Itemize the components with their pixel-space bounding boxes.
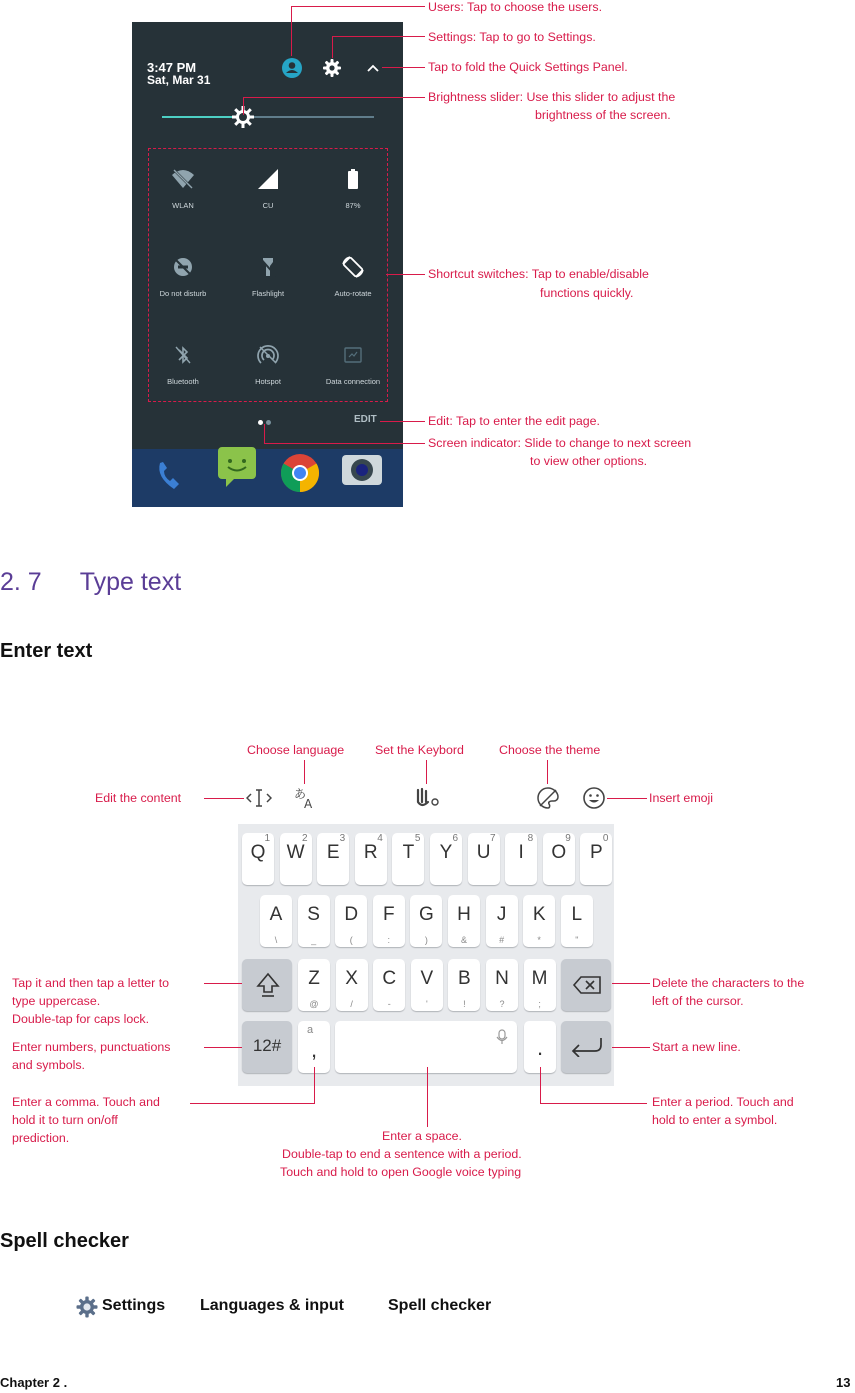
key-symbol-hint: )	[424, 935, 428, 945]
key-letter: N	[495, 968, 509, 989]
shift-annotation-2: type uppercase.	[12, 994, 101, 1008]
screen-indicator-dot-active[interactable]	[258, 420, 263, 425]
key-letter: B	[458, 968, 471, 989]
key-d[interactable]	[335, 895, 367, 947]
signal-icon	[255, 166, 281, 192]
tile-label: 87%	[345, 201, 361, 210]
tile-auto-rotate[interactable]	[308, 254, 398, 304]
key-b[interactable]	[448, 959, 480, 1011]
key-symbol-hint: /	[350, 999, 353, 1009]
users-connector	[291, 6, 292, 56]
period-connector-v	[540, 1067, 541, 1104]
key-a[interactable]	[260, 895, 292, 947]
numbers-key[interactable]: 12#	[242, 1021, 292, 1073]
key-letter: O	[551, 842, 567, 863]
numbers-connector	[204, 1047, 242, 1048]
shift-annotation: Tap it and then tap a letter to	[12, 976, 170, 990]
tile-label: CU	[262, 201, 274, 210]
key-number-hint: 1	[264, 833, 270, 844]
tile-label: Bluetooth	[167, 377, 199, 386]
key-letter: C	[382, 968, 397, 989]
key-letter: A	[269, 904, 283, 925]
keyboard	[238, 824, 614, 1086]
delete-annotation: Delete the characters to the	[652, 976, 805, 990]
key-number-hint: 0	[602, 833, 609, 844]
numbers-annotation: Enter numbers, punctuations	[12, 1040, 171, 1054]
key-t[interactable]	[392, 833, 424, 885]
key-y[interactable]	[430, 833, 462, 885]
fold-connector	[382, 67, 425, 68]
key-letter: U	[476, 842, 491, 863]
users-icon[interactable]	[281, 57, 303, 79]
key-symbol-hint: &	[460, 935, 467, 945]
footer-chapter: Chapter 2 .	[0, 1375, 68, 1390]
users-annotation: Users: Tap to choose the users.	[428, 0, 603, 14]
fold-annotation: Tap to fold the Quick Settings Panel.	[428, 60, 628, 74]
settings-connector-h	[332, 36, 425, 37]
breadcrumb-languages-input: Languages & input	[200, 1297, 344, 1314]
breadcrumb-settings: Settings	[102, 1297, 166, 1314]
delete-annotation-2: left of the cursor.	[652, 994, 744, 1008]
space-annotation-3: Touch and hold to open Google voice typing	[280, 1165, 522, 1179]
key-symbol-hint: (	[349, 935, 353, 945]
key-letter: P	[590, 842, 603, 863]
footer-page-number: 13	[836, 1375, 851, 1390]
comma-connector-h	[190, 1103, 314, 1104]
flashlight-icon	[255, 254, 281, 280]
brightness-annotation: Brightness slider: Use this slider to adjust the	[428, 90, 676, 104]
users-connector-h	[291, 6, 425, 7]
shortcut-connector	[386, 274, 425, 275]
spell-checker-heading: Spell checker	[0, 1230, 129, 1252]
newline-annotation: Start a new line.	[652, 1040, 741, 1054]
tile-label: Hotspot	[255, 377, 281, 386]
insert-emoji-annotation: Insert emoji	[649, 791, 714, 805]
tile-do-not-disturb[interactable]	[138, 254, 228, 304]
do-not-disturb-icon	[170, 254, 196, 280]
auto-rotate-icon	[340, 254, 366, 280]
space-annotation-2: Double-tap to end a sentence with a period.	[282, 1147, 522, 1161]
comma-key[interactable]: a ,	[298, 1021, 330, 1073]
key-letter: J	[496, 904, 507, 925]
key-letter: H	[457, 904, 471, 925]
comma-prediction-hint: a	[307, 1024, 314, 1036]
key-letter: T	[402, 842, 415, 863]
key-number-hint: 3	[339, 833, 346, 844]
key-symbol-hint: !	[463, 999, 466, 1009]
status-time: 3:47 PM	[147, 60, 197, 75]
hotspot-icon	[255, 342, 281, 368]
space-key[interactable]	[335, 1021, 517, 1073]
tile-label: Auto-rotate	[334, 289, 372, 298]
period-annotation: Enter a period. Touch and	[652, 1095, 794, 1109]
svg-text:あ: あ	[294, 787, 307, 801]
tile-label: Flashlight	[251, 289, 285, 298]
screen-indicator-dot[interactable]	[266, 420, 271, 425]
key-x[interactable]	[336, 959, 368, 1011]
quick-settings-screenshot	[132, 22, 403, 507]
key-symbol-hint: \	[274, 935, 278, 945]
text-cursor-icon[interactable]	[246, 787, 272, 809]
svg-text:A: A	[304, 797, 313, 810]
language-connector	[304, 760, 305, 784]
shift-connector	[204, 983, 242, 984]
key-symbol-hint: :	[387, 935, 391, 945]
brightness-slider-fill	[162, 116, 243, 118]
key-j[interactable]	[486, 895, 518, 947]
tile-data-connection[interactable]	[308, 342, 398, 392]
key-letter: G	[419, 904, 434, 925]
enter-return-icon	[570, 1035, 604, 1057]
shift-arrow-icon	[255, 971, 281, 999]
key-k[interactable]	[523, 895, 555, 947]
key-letter: V	[420, 968, 434, 989]
comma-annotation-2: hold it to turn on/off	[12, 1113, 118, 1127]
key-number-hint: 7	[490, 833, 496, 844]
key-m[interactable]	[524, 959, 556, 1011]
key-symbol-hint: #	[499, 935, 505, 945]
tile-wlan[interactable]	[138, 166, 228, 216]
tile-label: Do not disturb	[159, 289, 207, 298]
status-date: Sat, Mar 31	[147, 73, 211, 87]
key-letter: L	[571, 904, 583, 925]
language-translate-icon[interactable]	[293, 786, 317, 810]
enter-key[interactable]	[561, 1021, 611, 1073]
settings-connector	[332, 36, 333, 58]
key-letter: X	[345, 968, 358, 989]
key-letter: E	[326, 842, 340, 863]
keyboard-settings-icon[interactable]	[414, 786, 440, 810]
screen-indicator-annotation: Screen indicator: Slide to change to next screen	[428, 436, 692, 450]
space-annotation: Enter a space.	[382, 1129, 462, 1143]
keyboard-connector	[426, 760, 427, 784]
key-letter: Z	[308, 968, 320, 989]
comma-annotation: Enter a comma. Touch and	[12, 1095, 160, 1109]
emoji-icon[interactable]	[582, 786, 606, 810]
key-symbol-hint: '	[425, 999, 428, 1009]
delete-key[interactable]	[561, 959, 611, 1011]
screen-connector-h	[264, 443, 425, 444]
key-z[interactable]	[298, 959, 330, 1011]
key-symbol-hint: ;	[538, 999, 541, 1009]
key-g[interactable]	[410, 895, 442, 947]
theme-connector	[547, 760, 548, 784]
space-connector	[427, 1067, 428, 1127]
tile-bluetooth[interactable]	[138, 342, 228, 392]
key-letter: R	[363, 842, 378, 863]
section-heading	[0, 568, 181, 597]
emoji-connector	[607, 798, 647, 799]
numbers-annotation-2: and symbols.	[12, 1058, 86, 1072]
edit-content-annotation: Edit the content	[95, 791, 182, 805]
section-title: Type text	[79, 568, 182, 596]
comma-connector-v	[314, 1067, 315, 1104]
key-letter: Y	[439, 842, 453, 863]
choose-language-annotation: Choose language	[247, 743, 345, 757]
key-letter: D	[344, 904, 359, 925]
key-letter: Q	[250, 842, 266, 863]
shift-key[interactable]	[242, 959, 292, 1011]
key-number-hint: 2	[302, 833, 308, 844]
phone-app-icon[interactable]	[150, 455, 190, 495]
brightness-connector	[243, 97, 244, 115]
settings-gear-icon[interactable]	[322, 58, 342, 78]
tile-label: WLAN	[172, 201, 194, 210]
backspace-icon	[572, 975, 602, 995]
choose-theme-annotation: Choose the theme	[499, 743, 601, 757]
key-r[interactable]	[355, 833, 387, 885]
key-symbol-hint: @	[309, 999, 319, 1009]
set-keyboard-annotation: Set the Keybord	[375, 743, 464, 757]
key-w[interactable]	[280, 833, 312, 885]
tile-87[interactable]	[308, 166, 398, 216]
key-letter: F	[382, 904, 395, 925]
key-symbol-hint: *	[537, 935, 541, 945]
key-p[interactable]	[580, 833, 612, 885]
key-i[interactable]	[505, 833, 537, 885]
key-c[interactable]	[373, 959, 405, 1011]
key-number-hint: 4	[377, 833, 383, 844]
comma-annotation-3: prediction.	[12, 1131, 70, 1145]
screen-indicator-annotation-2: to view other options.	[530, 454, 648, 468]
delete-connector	[612, 983, 650, 984]
edit-connector	[380, 421, 425, 422]
brightness-annotation-2: brightness of the screen.	[535, 108, 671, 122]
key-number-hint: 5	[414, 833, 421, 844]
key-q[interactable]	[242, 833, 274, 885]
brightness-slider[interactable]	[162, 116, 374, 118]
tile-label: Data connection	[325, 377, 381, 386]
tile-hotspot[interactable]	[223, 342, 313, 392]
chevron-up-icon[interactable]	[366, 62, 380, 74]
key-s[interactable]	[298, 895, 330, 947]
screen-connector	[264, 424, 265, 444]
key-v[interactable]	[411, 959, 443, 1011]
tile-flashlight[interactable]	[223, 254, 313, 304]
key-f[interactable]	[373, 895, 405, 947]
theme-palette-icon[interactable]	[536, 786, 560, 810]
settings-app-icon	[76, 1296, 98, 1318]
battery-icon	[340, 166, 366, 192]
home-dock	[132, 449, 403, 507]
key-symbol-hint: "	[575, 935, 579, 945]
key-symbol-hint: _	[311, 935, 317, 945]
tile-cu[interactable]	[223, 166, 313, 216]
key-u[interactable]	[468, 833, 500, 885]
key-h[interactable]	[448, 895, 480, 947]
key-letter: K	[532, 904, 546, 925]
wifi-off-icon	[170, 166, 196, 192]
chrome-app-icon[interactable]	[280, 453, 320, 493]
period-annotation-2: hold to enter a symbol.	[652, 1113, 778, 1127]
key-l[interactable]	[561, 895, 593, 947]
edit-button[interactable]: EDIT	[354, 414, 377, 425]
camera-app-icon[interactable]	[340, 451, 384, 487]
key-letter: M	[531, 968, 548, 989]
brightness-connector-h	[243, 97, 425, 98]
key-number-hint: 9	[565, 833, 571, 844]
key-number-hint: 8	[527, 833, 534, 844]
key-number-hint: 6	[452, 833, 458, 844]
key-o[interactable]	[543, 833, 575, 885]
breadcrumb-spell-checker: Spell checker	[388, 1297, 492, 1314]
key-e[interactable]	[317, 833, 349, 885]
shortcut-annotation: Shortcut switches: Tap to enable/disable	[428, 267, 649, 281]
section-number: 2. 7	[0, 568, 42, 596]
data-connection-icon	[340, 342, 366, 368]
key-symbol-hint: -	[387, 999, 391, 1009]
microphone-icon	[496, 1029, 508, 1045]
key-n[interactable]	[486, 959, 518, 1011]
key-letter: W	[286, 842, 305, 863]
messaging-app-icon[interactable]	[216, 445, 258, 487]
key-letter: S	[307, 904, 320, 925]
bluetooth-icon	[170, 342, 196, 368]
enter-text-heading: Enter text	[0, 640, 93, 662]
period-key[interactable]: .	[524, 1021, 556, 1073]
key-letter: I	[518, 842, 524, 863]
key-symbol-hint: ?	[499, 999, 505, 1009]
newline-connector	[612, 1047, 650, 1048]
edit-annotation: Edit: Tap to enter the edit page.	[428, 414, 600, 428]
period-connector-h	[540, 1103, 647, 1104]
shortcut-annotation-2: functions quickly.	[540, 286, 634, 300]
settings-annotation: Settings: Tap to go to Settings.	[428, 30, 596, 44]
shift-annotation-3: Double-tap for caps lock.	[12, 1012, 150, 1026]
edit-content-connector	[204, 798, 244, 799]
